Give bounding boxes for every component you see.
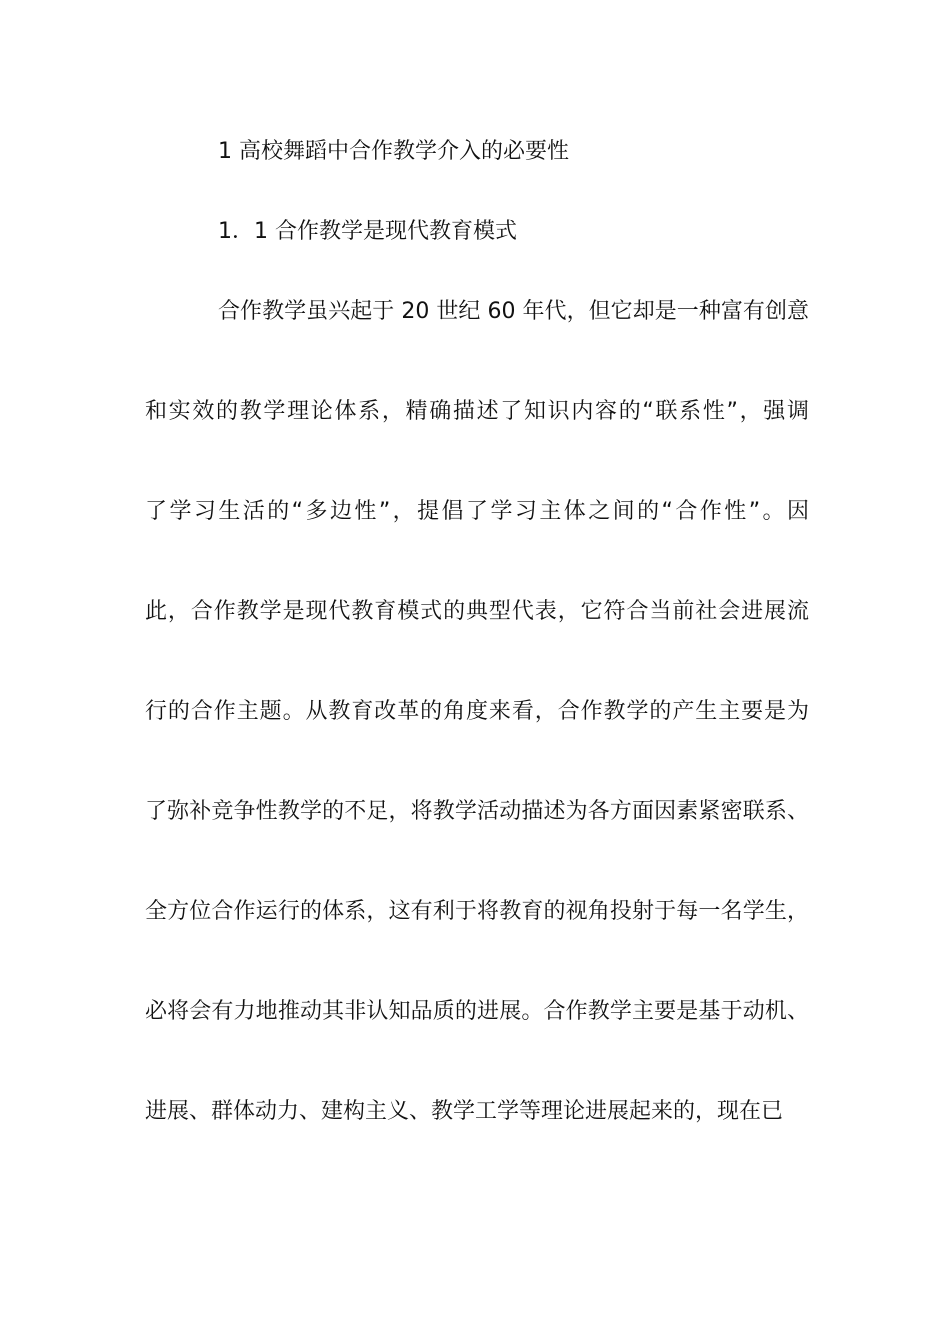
section-heading: 1 高校舞蹈中合作教学介入的必要性 bbox=[218, 139, 569, 164]
paragraph-line: 全方位合作运行的体系，这有利于将教育的视角投射于每一名学生， bbox=[145, 899, 809, 924]
paragraph-line: 行的合作主题。从教育改革的角度来看，合作教学的产生主要是为 bbox=[145, 699, 809, 724]
paragraph-line: 和实效的教学理论体系，精确描述了知识内容的“联系性”，强调 bbox=[145, 399, 809, 424]
paragraph-line: 了弥补竞争性教学的不足，将教学活动描述为各方面因素紧密联系、 bbox=[145, 799, 809, 824]
paragraph-line: 必将会有力地推动其非认知品质的进展。合作教学主要是基于动机、 bbox=[145, 999, 809, 1024]
paragraph-line: 进展、群体动力、建构主义、教学工学等理论进展起来的，现在已 bbox=[145, 1099, 784, 1124]
paragraph-line: 了学习生活的“多边性”，提倡了学习主体之间的“合作性”。因 bbox=[145, 499, 809, 524]
paragraph-line: 合作教学虽兴起于 20 世纪 60 年代，但它却是一种富有创意 bbox=[218, 299, 809, 324]
subsection-heading: 1．1 合作教学是现代教育模式 bbox=[218, 219, 517, 244]
paragraph-line: 此，合作教学是现代教育模式的典型代表，它符合当前社会进展流 bbox=[145, 599, 809, 624]
